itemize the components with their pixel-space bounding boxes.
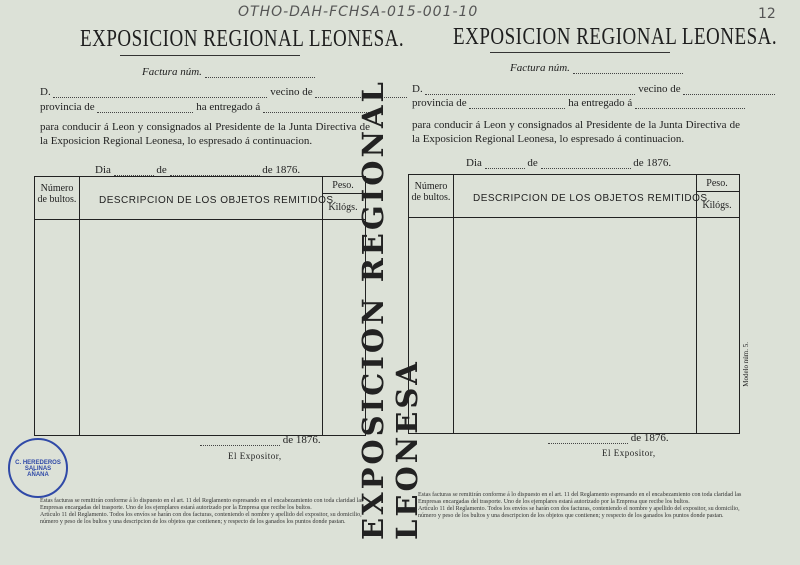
d-line-left: D. vecino de [40,86,407,98]
spine-title: EXPOSICION REGIONAL LEONESA [356,79,424,540]
col-numero-right: Número de bultos. [411,181,451,203]
stamp-line1: C. HEREDEROS SALINAS [15,460,61,472]
title-ornament-left [120,55,300,56]
form-title-left: EXPOSICION REGIONAL LEONESA. [80,26,405,53]
body-text-left: para conducir á Leon y consignados al Presidente de la Junta Directiva de la Exposicion Regional Leonesa, lo espresado á continuacion. [40,121,370,147]
archive-reference: OTHO-DAH-FCHSA-015-001-10 [238,4,479,20]
expositor-left: El Expositor, [228,451,282,461]
footnote-left: Estas facturas se remitirán conforme á lo dispuesto en el art. 11 del Reglamento espresando en el encabezamiento con toda claridad las Empresas encargadas del trasporte. Uno de los ejemplares estará autorizado por la Empresa que recibe los bultos. Artículo 11 del Reglamento. Todos los envíos se harán con dos facturas, conteniendo el nombre y apellido del expositor, su domicilio, número y peso de los bultos y una descripcion de los objetos que contienen; y respecto de los ganados los puntos donde pastan. [40,498,364,525]
items-table-right [408,174,740,434]
col-desc-left: DESCRIPCION DE LOS OBJETOS REMITIDOS. [99,195,337,206]
factura-label-left: Factura núm. [142,66,315,78]
col-peso-right: Peso. [706,178,728,189]
expositor-right: El Expositor, [602,448,656,458]
title-ornament-right [490,52,670,53]
col-kilos-left: Kilógs. [328,202,358,213]
modelo-label: Modelo núm. 5. [742,342,750,387]
col-numero-left: Número de bultos. [37,183,77,205]
date-line-right: Dia de de 1876. [466,157,672,169]
date-line-left: Dia de de 1876. [95,164,301,176]
body-text-right: para conducir á Leon y consignados al Presidente de la Junta Directiva de la Exposicion Regional Leonesa, lo espresado á continuacion. [412,119,740,145]
page-number: 12 [758,6,776,22]
d-line-right: D. vecino de [412,83,775,95]
provincia-line-left: provincia de ha entregado á [40,101,381,113]
col-desc-right: DESCRIPCION DE LOS OBJETOS REMITIDOS. [473,193,711,204]
items-table-left [34,176,366,436]
footnote-right: Estas facturas se remitirán conforme á lo dispuesto en el art. 11 del Reglamento espresando en el encabezamiento con toda claridad las Empresas encargadas del trasporte. Uno de los ejemplares estará autorizado por la Empresa que recibe los bultos. Artículo 11 del Reglamento. Todos los envíos se harán con dos facturas, conteniendo el nombre y apellido del expositor, su domicilio, número y peso de los bultos y una descripcion de los objetos que contienen; y respecto de los ganados los puntos donde pastan. [418,492,742,519]
factura-label-right: Factura núm. [510,62,683,74]
form-title-right: EXPOSICION REGIONAL LEONESA. [453,24,778,51]
sign-date-left: de 1876. [200,434,321,446]
provincia-line-right: provincia de ha entregado á [412,97,745,109]
sign-date-right: de 1876. [548,432,669,444]
col-peso-left: Peso. [332,180,354,191]
stamp-line2: AÑANA [27,472,49,478]
library-stamp [8,438,68,498]
col-kilos-right: Kilógs. [702,200,732,211]
